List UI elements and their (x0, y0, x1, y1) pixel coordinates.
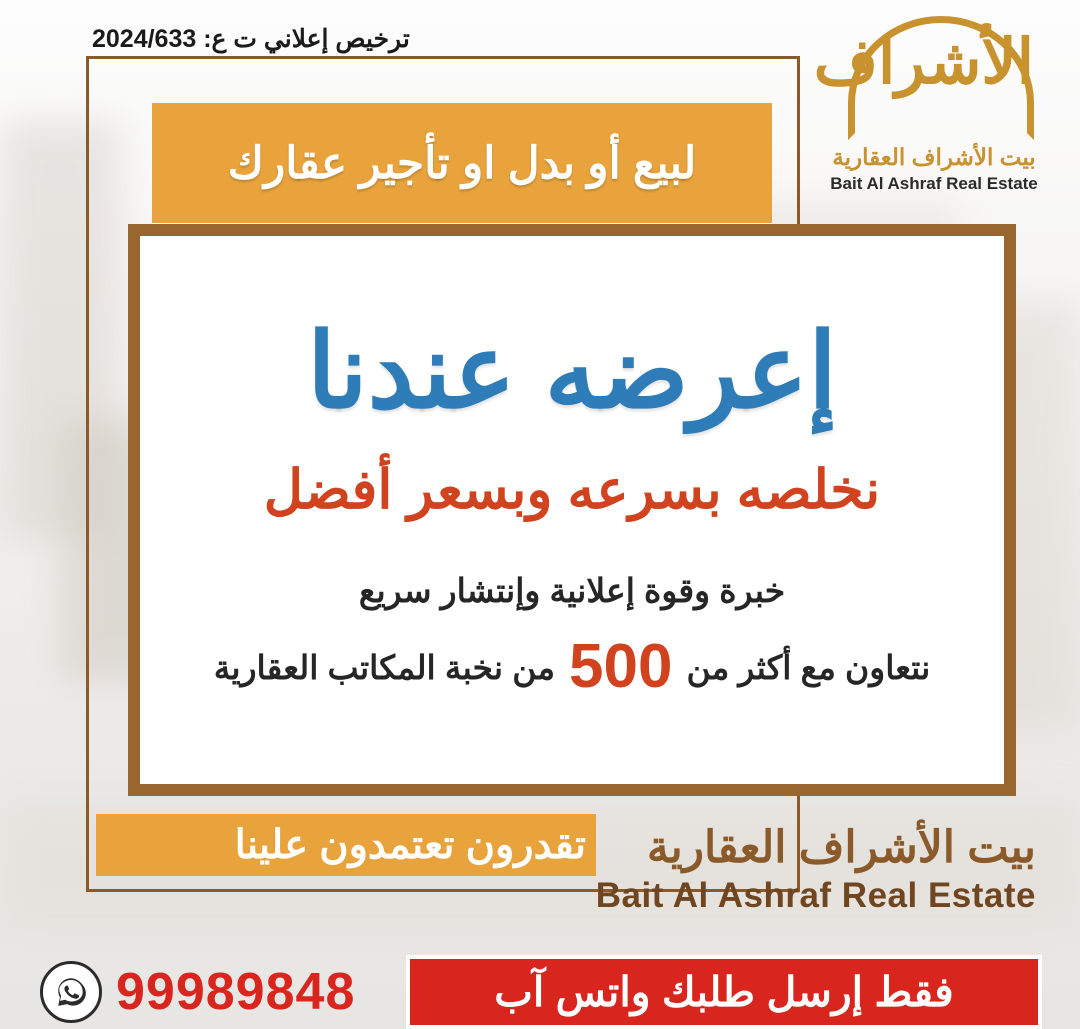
phone-number[interactable]: 99989848 (116, 963, 356, 1021)
lower-strip-text: تقدرون تعتمدون علينا (234, 823, 586, 867)
license-text: ترخيص إعلاني ت ع: 2024/633 (92, 25, 410, 53)
partners-line (174, 632, 970, 702)
brand-footer (596, 824, 1036, 916)
company-logo (813, 10, 1044, 194)
contact-call-to-action-bar (406, 955, 1042, 1029)
subheadline-text: نخلصه بسرعه وبسعر أفضل (263, 460, 881, 521)
main-message-card (128, 224, 1016, 796)
logo-mark-word: الأشراف (813, 28, 1034, 97)
partners-count: 500 (569, 632, 673, 702)
partners-line-left: من نخبة المكاتب العقارية (213, 648, 555, 686)
crown-arc-logo-icon (813, 10, 1034, 142)
lower-orange-strip (96, 814, 596, 876)
contact-cta-text: فقط إرسل طلبك واتس آب (494, 969, 954, 1015)
logo-name-english: Bait Al Ashraf Real Estate (830, 174, 1038, 193)
headline-text: إعرضه عندنا (307, 314, 837, 430)
whatsapp-icon[interactable] (40, 961, 102, 1023)
feature-line-text: خبرة وقوة إعلانية وإنتشار سريع (358, 572, 786, 610)
top-banner (152, 103, 772, 223)
partners-line-right: نتعاون مع أكثر من (686, 648, 931, 686)
logo-name-arabic: بيت الأشراف العقارية (832, 144, 1036, 170)
phone-contact[interactable] (40, 958, 420, 1026)
brand-name-english: Bait Al Ashraf Real Estate (595, 876, 1036, 916)
top-banner-text: لبيع أو بدل او تأجير عقارك (227, 138, 697, 188)
main-card-content (140, 236, 1004, 784)
brand-name-arabic: بيت الأشراف العقارية (646, 823, 1036, 872)
